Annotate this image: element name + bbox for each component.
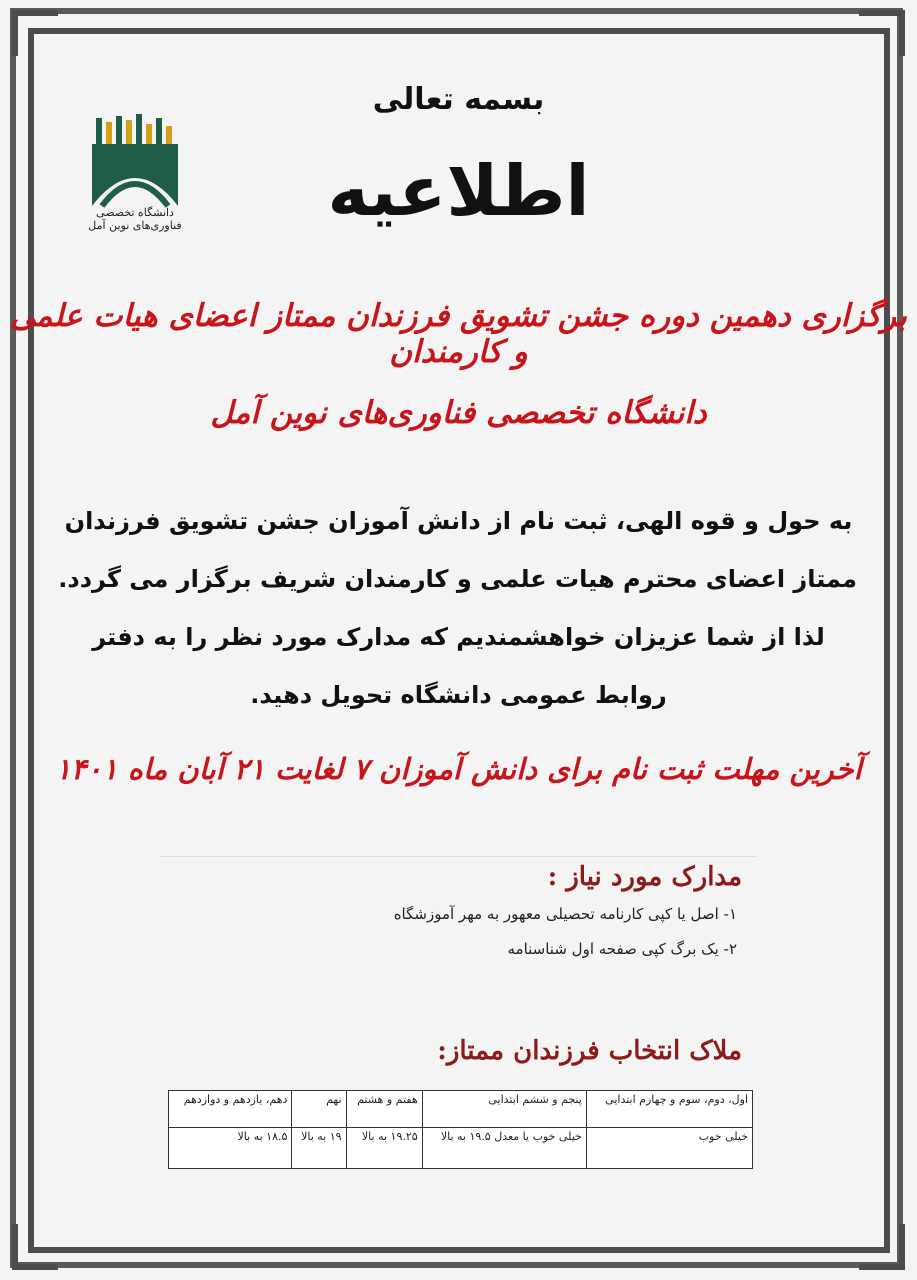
table-cell: خیلی خوب یا معدل ۱۹.۵ به بالا <box>422 1128 586 1169</box>
document-item: ۲- یک برگ کپی صفحه اول شناسنامه <box>507 940 737 958</box>
table-cell: ۱۹ به بالا <box>292 1128 346 1169</box>
criteria-heading: ملاک انتخاب فرزندان ممتاز: <box>437 1036 742 1066</box>
table-header-cell: هفتم و هشتم <box>346 1091 422 1128</box>
table-row <box>169 1128 753 1169</box>
table-header-cell: دهم، یازدهم و دوازدهم <box>169 1091 292 1128</box>
table-header-row <box>169 1091 753 1128</box>
body-line: ممتاز اعضای محترم هیات علمی و کارمندان شریف برگزار می گردد. <box>58 565 857 593</box>
document-item: ۱- اصل یا کپی کارنامه تحصیلی معهور به مهر آموزشگاه <box>393 905 737 923</box>
corner-ornament <box>12 10 58 56</box>
logo-caption: دانشگاه تخصصی فناوری‌های نوین آمل <box>88 206 182 232</box>
table-cell: ۱۹.۲۵ به بالا <box>346 1128 422 1169</box>
corner-ornament <box>859 1224 905 1270</box>
body-line: روابط عمومی دانشگاه تحویل دهید. <box>250 681 667 709</box>
announcement-body <box>60 492 857 724</box>
body-line: لذا از شما عزیزان خواهشمندیم که مدارک مورد نظر را به دفتر <box>92 623 825 651</box>
basmala: بسمه تعالی <box>372 82 545 117</box>
corner-ornament <box>859 10 905 56</box>
corner-ornament <box>12 1224 58 1270</box>
headline-line-1: برگزاری دهمین دوره جشن تشویق فرزندان ممتاز اعضای هیات علمی و کارمندان <box>10 298 907 370</box>
table-header-cell: نهم <box>292 1091 346 1128</box>
body-line: به حول و قوه الهی، ثبت نام از دانش آموزان جشن تشویق فرزندان <box>64 507 853 535</box>
table-cell: خیلی خوب <box>586 1128 752 1169</box>
documents-heading: مدارک مورد نیاز : <box>547 862 742 892</box>
table-header-cell: اول، دوم، سوم و چهارم ابتدایی <box>586 1091 752 1128</box>
headline-line-2: دانشگاه تخصصی فناوری‌های نوین آمل <box>210 395 707 431</box>
criteria-table <box>168 1090 753 1169</box>
table-header-cell: پنجم و ششم ابتدایی <box>422 1091 586 1128</box>
divider <box>160 856 757 857</box>
registration-deadline: آخرین مهلت ثبت نام برای دانش آموزان ۷ لغایت ۲۱ آبان ماه ۱۴۰۱ <box>55 752 862 786</box>
table-cell: ۱۸.۵ به بالا <box>169 1128 292 1169</box>
page-title: اطلاعیه <box>327 150 590 232</box>
